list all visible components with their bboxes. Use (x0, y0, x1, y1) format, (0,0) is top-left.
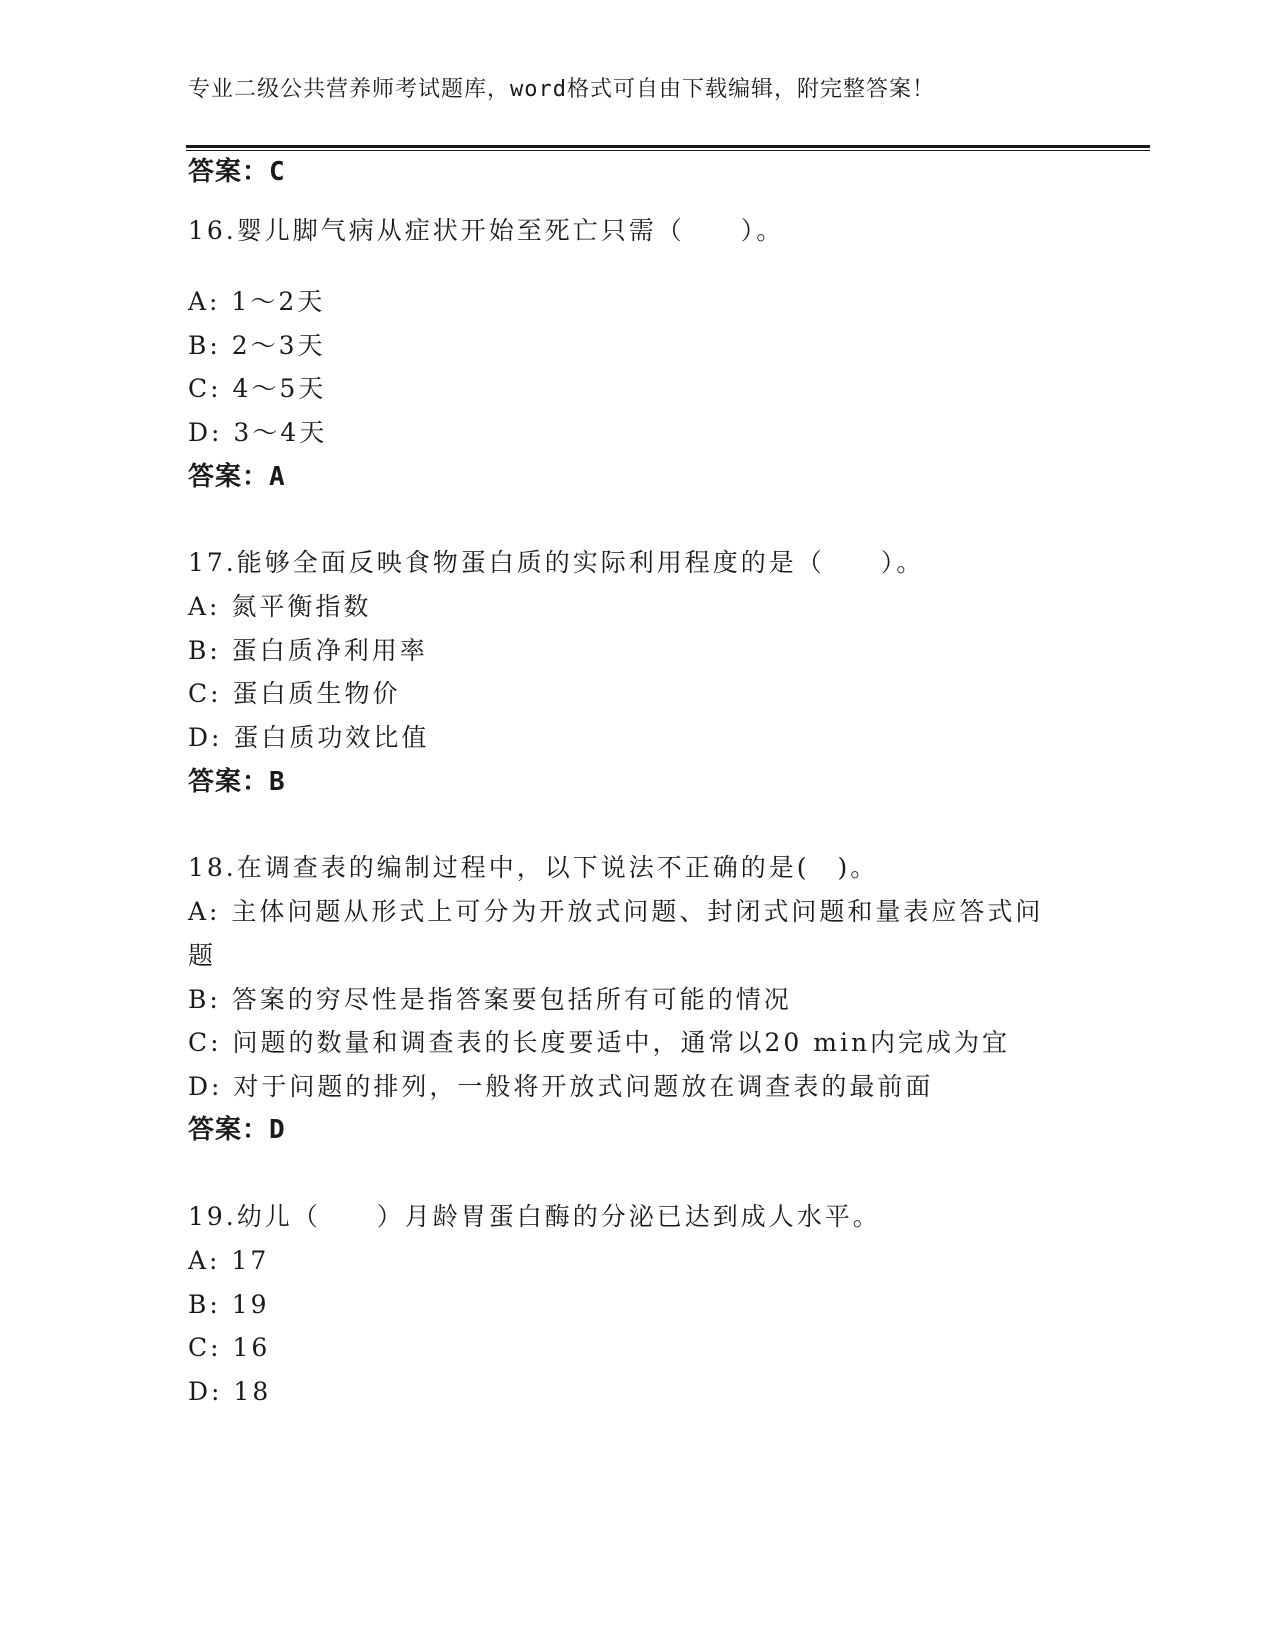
question-18-option-a-continued: 题 (188, 941, 217, 970)
question-16-stem: 16.婴儿脚气病从症状开始至死亡只需（ ）。 (188, 216, 785, 245)
question-19-option-a: A: 17 (188, 1246, 270, 1275)
question-16-option-c: C: 4～5天 (188, 374, 327, 403)
question-16-answer: 答案：A (188, 462, 286, 492)
question-17-option-c: C: 蛋白质生物价 (188, 679, 401, 708)
question-18-answer: 答案：D (188, 1115, 286, 1145)
question-18-option-c: C: 问题的数量和调查表的长度要适中，通常以20 min内完成为宜 (188, 1028, 1011, 1057)
question-19-option-c: C: 16 (188, 1333, 271, 1362)
question-18-option-d: D: 对于问题的排列，一般将开放式问题放在调查表的最前面 (188, 1072, 934, 1101)
previous-answer: 答案：C (188, 157, 286, 187)
question-17-stem: 17.能够全面反映食物蛋白质的实际利用程度的是（ ）。 (188, 548, 925, 577)
question-16-option-a: A: 1～2天 (188, 287, 326, 316)
question-17-option-b: B: 蛋白质净利用率 (188, 636, 428, 665)
question-19-option-d: D: 18 (188, 1377, 272, 1406)
question-18-option-a: A: 主体问题从形式上可分为开放式问题、封闭式问题和量表应答式问 (188, 897, 1044, 926)
page-header: 专业二级公共营养师考试题库，word格式可自由下载编辑，附完整答案！ (188, 77, 935, 102)
question-19-stem: 19.幼儿（ ）月龄胃蛋白酶的分泌已达到成人水平。 (188, 1202, 881, 1231)
question-16-option-b: B: 2～3天 (188, 331, 326, 360)
question-17-answer: 答案：B (188, 767, 286, 797)
header-rule-thick (186, 145, 1150, 148)
question-17-option-d: D: 蛋白质功效比值 (188, 723, 430, 752)
question-19-option-b: B: 19 (188, 1290, 270, 1319)
question-18-stem: 18.在调查表的编制过程中，以下说法不正确的是( )。 (188, 853, 879, 882)
question-18-option-b: B: 答案的穷尽性是指答案要包括所有可能的情况 (188, 985, 792, 1014)
question-17-option-a: A: 氮平衡指数 (188, 592, 372, 621)
header-rule-thin (186, 150, 1150, 151)
question-16-option-d: D: 3～4天 (188, 418, 328, 447)
